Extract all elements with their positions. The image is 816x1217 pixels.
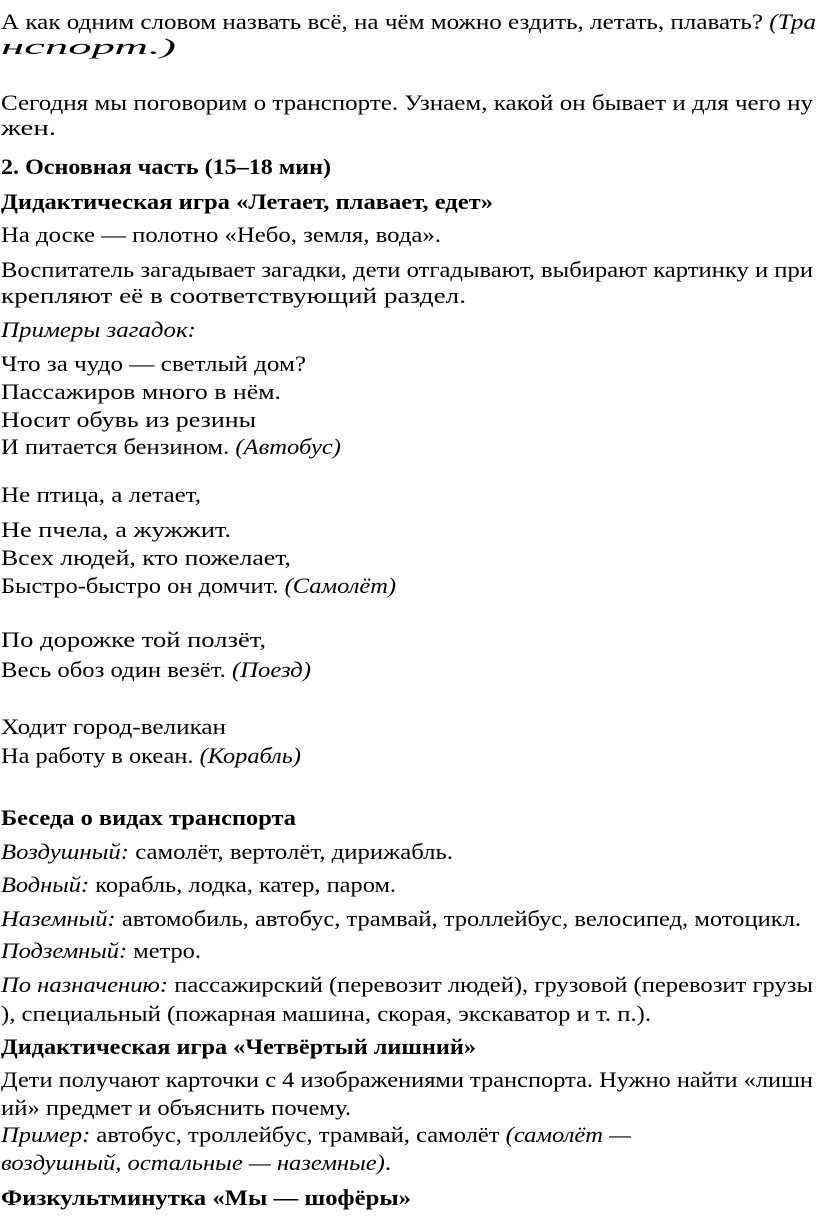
text-line — [1, 1150, 391, 1176]
text-line — [1, 257, 813, 283]
text-segment: Сегодня мы поговорим о транспорте. Узнаем, какой он бывает и для чего ну — [1, 90, 813, 115]
text-line — [1, 1001, 651, 1027]
text-line — [1, 545, 291, 571]
text-segment: Быстро-быстро он домчит. — [1, 573, 285, 598]
text-line — [1, 743, 301, 769]
text-segment: Весь обоз один везёт. — [1, 657, 233, 682]
text-line — [1, 938, 201, 964]
text-segment: корабль, лодка, катер, паром. — [89, 872, 396, 897]
text-line — [1, 627, 266, 653]
text-line — [1, 115, 56, 141]
text-line — [1, 90, 813, 116]
text-line — [1, 657, 311, 683]
text-segment: Дидактическая игра «Четвёртый лишний» — [1, 1034, 476, 1059]
text-segment: Беседа о видах транспорта — [1, 805, 296, 830]
text-line — [1, 839, 453, 865]
text-segment: Воспитатель загадывает загадки, дети отгадывают, выбирают картинку и при — [1, 257, 813, 282]
text-line — [1, 906, 801, 932]
text-line — [1, 1095, 351, 1121]
italic-text: Примеры загадок: — [1, 317, 197, 342]
text-segment: ), специальный (пожарная машина, скорая, экскаватор и т. п.). — [1, 1001, 651, 1026]
text-segment: автобус, троллейбус, трамвай, самолёт — [90, 1122, 506, 1147]
text-segment: На доске — полотно «Небо, земля, вода». — [1, 222, 442, 247]
text-line — [1, 872, 396, 898]
text-segment: пассажирский (перевозит людей), грузовой (перевозит грузы — [168, 972, 814, 997]
text-segment: ий» предмет и объяснить почему. — [1, 1095, 351, 1120]
text-segment: самолёт, вертолёт, дирижабль. — [129, 839, 453, 864]
section-heading — [1, 154, 331, 180]
text-line — [1, 407, 256, 433]
text-segment: И питается бензином. — [1, 434, 236, 459]
italic-text: (Корабль) — [199, 743, 301, 768]
text-line — [1, 379, 281, 405]
italic-text: воздушный, остальные — наземные) — [1, 1150, 385, 1175]
text-segment: По дорожке той ползёт, — [1, 627, 266, 652]
text-segment: Не птица, а летает, — [1, 482, 202, 507]
text-segment: Всех людей, кто пожелает, — [1, 545, 291, 570]
text-segment: Носит обувь из резины — [1, 407, 256, 432]
italic-text: (Автобус) — [235, 434, 341, 459]
italic-text: Водный: — [1, 872, 90, 897]
text-line — [1, 9, 816, 35]
text-segment: Что за чудо — светлый дом? — [1, 351, 306, 376]
text-segment: А как одним словом назвать всё, на чём можно ездить, летать, плавать? — [1, 9, 770, 34]
text-line — [1, 434, 341, 460]
section-heading — [1, 805, 296, 831]
italic-text: нспорт.) — [1, 34, 176, 59]
text-segment: 2. Основная часть (15–18 мин) — [1, 154, 331, 179]
italic-text: Пример: — [1, 1122, 91, 1147]
text-line — [1, 573, 396, 599]
section-heading — [1, 1034, 476, 1060]
text-line — [1, 34, 176, 60]
italic-text: По назначению: — [1, 972, 169, 997]
italic-text: (Самолёт) — [284, 573, 397, 598]
italic-text: (самолёт — — [505, 1122, 631, 1147]
italic-text: (Тра — [769, 9, 816, 34]
text-line — [1, 517, 231, 543]
text-line — [1, 283, 466, 309]
section-heading — [1, 1185, 411, 1211]
text-segment: крепляют её в соответствующий раздел. — [1, 283, 466, 308]
text-line — [1, 222, 441, 248]
italic-text: Наземный: — [1, 906, 116, 931]
text-segment: автомобиль, автобус, трамвай, троллейбус, велосипед, мотоцикл. — [115, 906, 802, 931]
text-segment: Пассажиров много в нём. — [1, 379, 281, 404]
italic-text: (Поезд) — [232, 657, 311, 682]
italic-text: Подземный: — [1, 938, 128, 963]
section-heading — [1, 189, 493, 215]
text-segment: Дидактическая игра «Летает, плавает, едет» — [1, 189, 493, 214]
text-line — [1, 317, 196, 343]
text-line — [1, 1067, 813, 1093]
text-segment: Физкультминутка «Мы — шофёры» — [1, 1185, 412, 1210]
text-line — [1, 1122, 631, 1148]
text-segment: Не пчела, а жужжит. — [1, 517, 231, 542]
text-line — [1, 714, 226, 740]
text-segment: жен. — [1, 115, 56, 140]
text-line — [1, 351, 306, 377]
text-segment: Дети получают карточки с 4 изображениями транспорта. Нужно найти «лишн — [1, 1067, 813, 1092]
text-segment: На работу в океан. — [1, 743, 200, 768]
text-line — [1, 482, 201, 508]
text-line — [1, 972, 813, 998]
text-segment: . — [384, 1150, 391, 1175]
italic-text: Воздушный: — [1, 839, 130, 864]
text-segment: Ходит город-великан — [1, 714, 226, 739]
text-segment: метро. — [127, 938, 201, 963]
